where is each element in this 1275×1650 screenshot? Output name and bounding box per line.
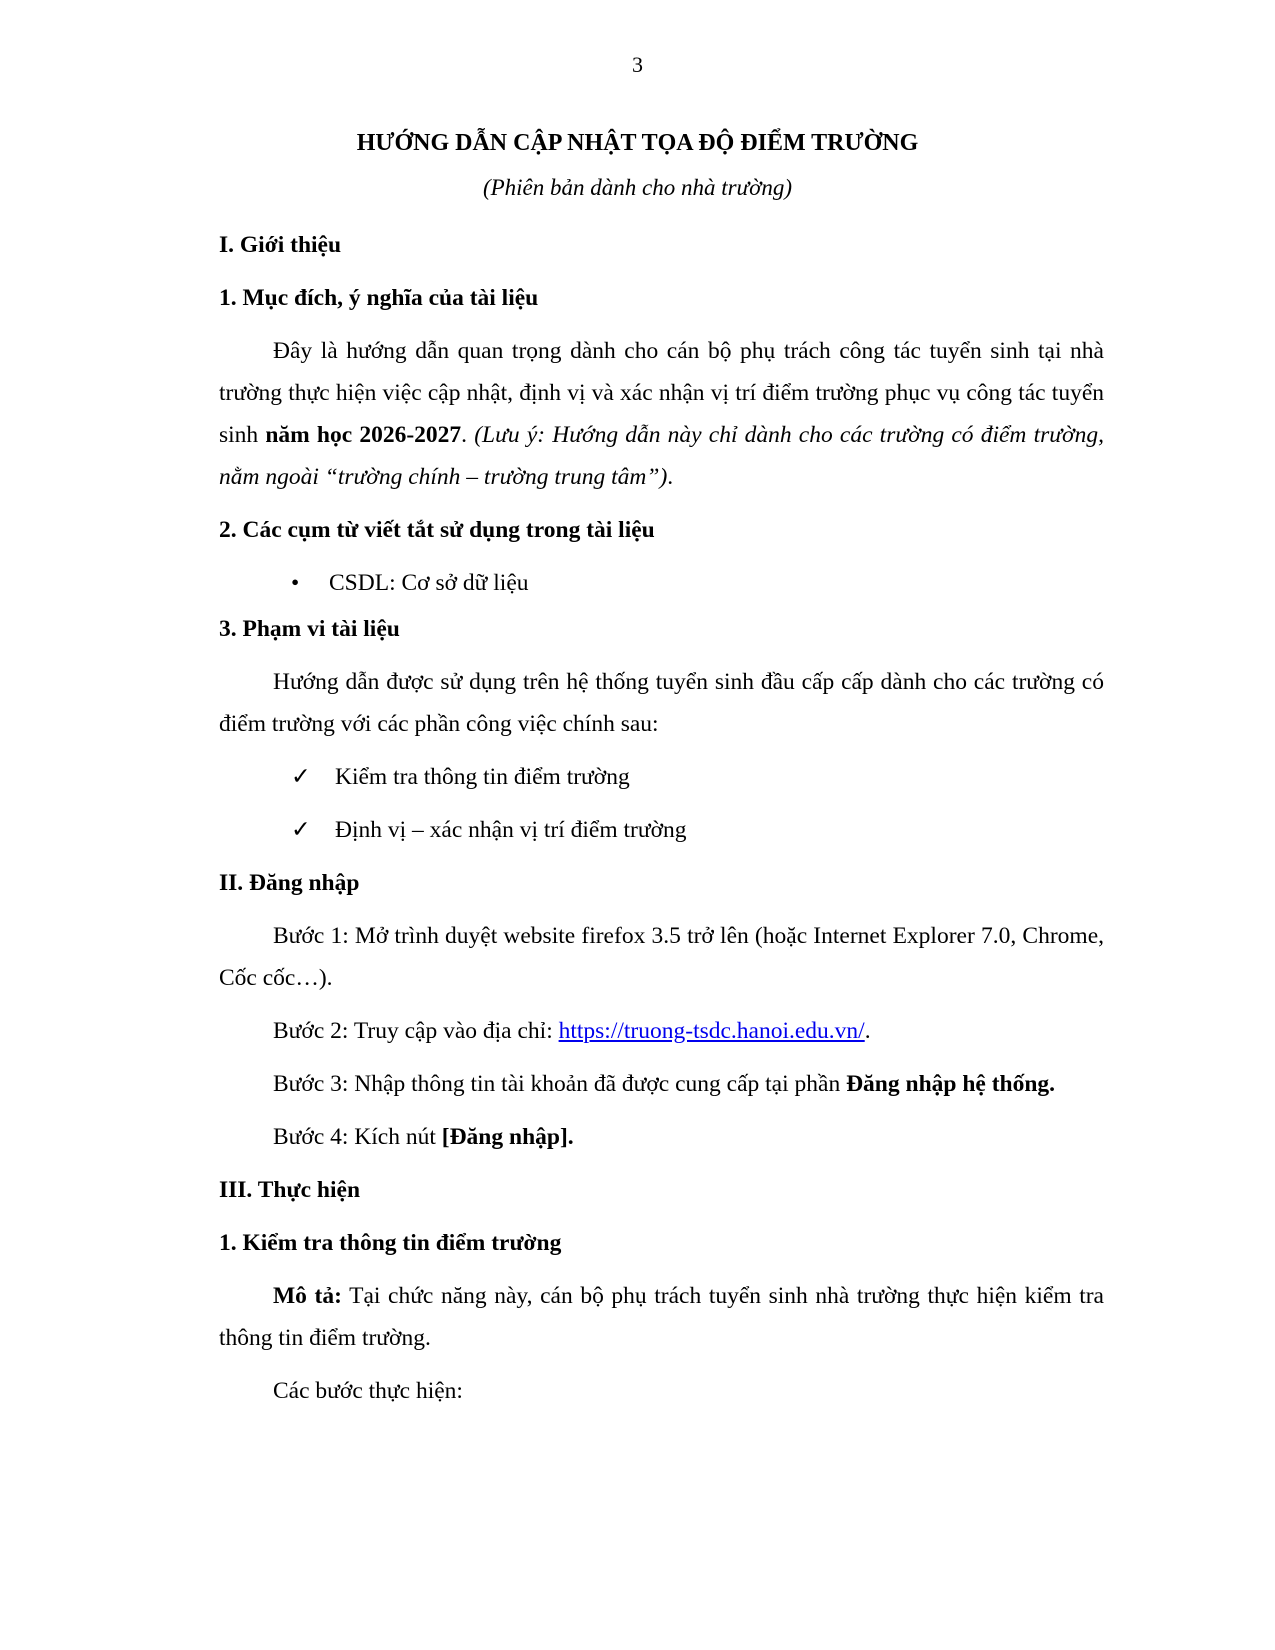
login-step-4 [219,1116,1104,1158]
step-4-bold: [Đăng nhập]. [441,1124,574,1150]
scope-paragraph: Hướng dẫn được sử dụng trên hệ thống tuyển sinh đầu cấp cấp dành cho các trường có điểm trường với các phần công việc chính sau: [219,669,1104,737]
bullet-icon: • [291,570,300,596]
login-step-1: Bước 1: Mở trình duyệt website firefox 3.5 trở lên (hoặc Internet Explorer 7.0, Chrome, Cốc cốc…). [219,923,1104,991]
login-step-3 [219,1063,1104,1105]
site-url-link[interactable]: https://truong-tsdc.hanoi.edu.vn/ [558,1018,865,1044]
section-heading-implementation: III. Thực hiện [219,1177,361,1203]
section-heading-intro: I. Giới thiệu [219,232,342,258]
step-2-end: . [864,1018,871,1044]
checkmark-icon: ✓ [291,817,311,843]
abbreviation-text: CSDL: Cơ sở dữ liệu [329,570,529,596]
step-2-text: Bước 2: Truy cập vào địa chỉ: [273,1018,559,1044]
list-item [219,756,1104,798]
step-4-text: Bước 4: Kích nút [273,1124,442,1150]
steps-label: Các bước thực hiện: [273,1378,463,1404]
school-year-text: năm học 2026-2027 [265,422,462,448]
page-number: 3 [632,52,643,77]
purpose-separator: . [461,422,475,448]
purpose-text: Đây là hướng dẫn quan trọng dành cho cán bộ phụ trách công tác tuyển sinh tại nhà trường thực hiện việc cập nhật, định vị và xác nhận vị trí điểm trường phục vụ công tác tuyển sinh [219,338,1104,448]
subheading-purpose: 1. Mục đích, ý nghĩa của tài liệu [219,285,539,311]
scope-item-text: Định vị – xác nhận vị trí điểm trường [335,817,687,843]
subheading-abbreviations: 2. Các cụm từ viết tắt sử dụng trong tài liệu [219,517,655,543]
step-3-bold: Đăng nhập hệ thống. [846,1071,1056,1097]
document-title: HƯỚNG DẪN CẬP NHẬT TỌA ĐỘ ĐIỂM TRƯỜNG [356,130,919,156]
description-paragraph [219,1275,1104,1359]
purpose-paragraph [219,330,1104,498]
step-3-text: Bước 3: Nhập thông tin tài khoản đã được cung cấp tại phần [273,1071,847,1097]
subheading-check-info: 1. Kiểm tra thông tin điểm trường [219,1230,562,1256]
description-label: Mô tả: [273,1283,342,1309]
purpose-note: (Lưu ý: Hướng dẫn này chỉ dành cho các trường có điểm trường, nằm ngoài “trường chính – trường trung tâm”) [219,422,1104,490]
list-item [219,562,1104,604]
login-step-2 [219,1010,1104,1052]
scope-item-text: Kiểm tra thông tin điểm trường [335,764,630,790]
document-body [219,224,1104,1423]
purpose-end: . [667,464,674,490]
description-text: Tại chức năng này, cán bộ phụ trách tuyển sinh nhà trường thực hiện kiểm tra thông tin điểm trường. [219,1283,1104,1351]
section-heading-login: II. Đăng nhập [219,870,360,896]
subheading-scope: 3. Phạm vi tài liệu [219,616,400,642]
list-item [219,809,1104,851]
document-subtitle: (Phiên bản dành cho nhà trường) [482,175,793,200]
checkmark-icon: ✓ [291,764,311,790]
